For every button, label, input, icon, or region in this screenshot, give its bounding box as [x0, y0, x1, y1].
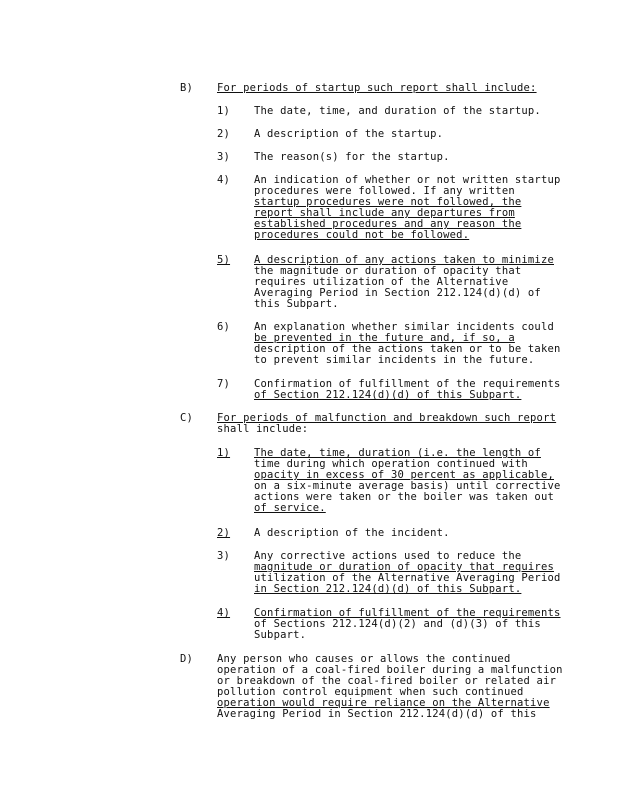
section-label: D)	[180, 653, 194, 665]
text-line: time during which operation continued with	[254, 458, 528, 470]
text-line: of Section 212.124(d)(d) of this Subpart.	[254, 389, 522, 401]
text-line: utilization of the Alternative Averaging Period	[254, 572, 561, 584]
text-line: Confirmation of fulfillment of the requirements	[254, 607, 561, 619]
text-line: established procedures and any reason the	[254, 218, 522, 230]
text-line: actions were taken or the boiler was taken out	[254, 491, 554, 503]
item-text	[254, 448, 574, 514]
text-line: be prevented in the future and, if so, a	[254, 332, 515, 344]
section-intro	[217, 83, 537, 94]
item-number: 3)	[217, 151, 231, 163]
item-text	[254, 106, 574, 117]
text-line: The date, time, duration (i.e. the length of	[254, 447, 541, 459]
text-line: Averaging Period in Section 212.124(d)(d) of this	[217, 708, 537, 720]
text-line: For periods of startup such report shall include:	[217, 82, 537, 94]
text-line: Subpart.	[254, 629, 307, 641]
text-line: on a six-minute average basis) until corrective	[254, 480, 561, 492]
text-line: the magnitude or duration of opacity that	[254, 265, 522, 277]
text-line: to prevent similar incidents in the future.	[254, 354, 535, 366]
text-line: startup procedures were not followed, the	[254, 196, 522, 208]
item-number: 1)	[217, 105, 231, 117]
item-text	[254, 175, 574, 241]
item-text	[254, 528, 574, 539]
text-line: An explanation whether similar incidents could	[254, 321, 554, 333]
item-number: 2)	[217, 527, 231, 539]
text-line: in Section 212.124(d)(d) of this Subpart.	[254, 583, 522, 595]
text-line: procedures were followed. If any written	[254, 185, 515, 197]
text-line: A description of the incident.	[254, 527, 450, 539]
text-line: For periods of malfunction and breakdown such report	[217, 412, 557, 424]
text-line: A description of the startup.	[254, 128, 444, 140]
text-line: An indication of whether or not written startup	[254, 174, 561, 186]
section-intro	[217, 654, 563, 720]
item-number: 4)	[217, 174, 231, 186]
text-line: opacity in excess of 30 percent as applicable,	[254, 469, 554, 481]
section-label: C)	[180, 412, 194, 424]
text-line: magnitude or duration of opacity that requires	[254, 561, 554, 573]
text-line: operation would require reliance on the Alternative	[217, 697, 550, 709]
text-line: requires utilization of the Alternative	[254, 276, 509, 288]
text-line: description of the actions taken or to be taken	[254, 343, 561, 355]
item-text	[254, 255, 574, 310]
text-line: Averaging Period in Section 212.124(d)(d) of	[254, 287, 541, 299]
item-text	[254, 608, 574, 641]
item-number: 5)	[217, 254, 231, 266]
text-line: The reason(s) for the startup.	[254, 151, 450, 163]
section-label: B)	[180, 82, 194, 94]
item-text	[254, 152, 574, 163]
item-number: 3)	[217, 550, 231, 562]
text-line: of service.	[254, 502, 326, 514]
item-number: 7)	[217, 378, 231, 390]
text-line: Any corrective actions used to reduce the	[254, 550, 522, 562]
text-line: operation of a coal-fired boiler during a malfunction	[217, 664, 563, 676]
text-line: A description of any actions taken to minimize	[254, 254, 554, 266]
text-line: this Subpart.	[254, 298, 339, 310]
text-line: report shall include any departures from	[254, 207, 515, 219]
text-line: The date, time, and duration of the startup.	[254, 105, 541, 117]
item-number: 6)	[217, 321, 231, 333]
text-line: Any person who causes or allows the continued	[217, 653, 511, 665]
text-line: procedures could not be followed.	[254, 229, 470, 241]
item-number: 2)	[217, 128, 231, 140]
text-line: pollution control equipment when such continued	[217, 686, 524, 698]
item-number: 4)	[217, 607, 231, 619]
item-number: 1)	[217, 447, 231, 459]
item-text	[254, 379, 574, 401]
item-text	[254, 551, 574, 595]
text-line: of Sections 212.124(d)(2) and (d)(3) of this	[254, 618, 541, 630]
section-intro	[217, 413, 556, 435]
text-line: shall include:	[217, 423, 309, 435]
text-line: Confirmation of fulfillment of the requirements	[254, 378, 561, 390]
text-line: or breakdown of the coal-fired boiler or related air	[217, 675, 557, 687]
item-text	[254, 322, 574, 366]
item-text	[254, 129, 574, 140]
